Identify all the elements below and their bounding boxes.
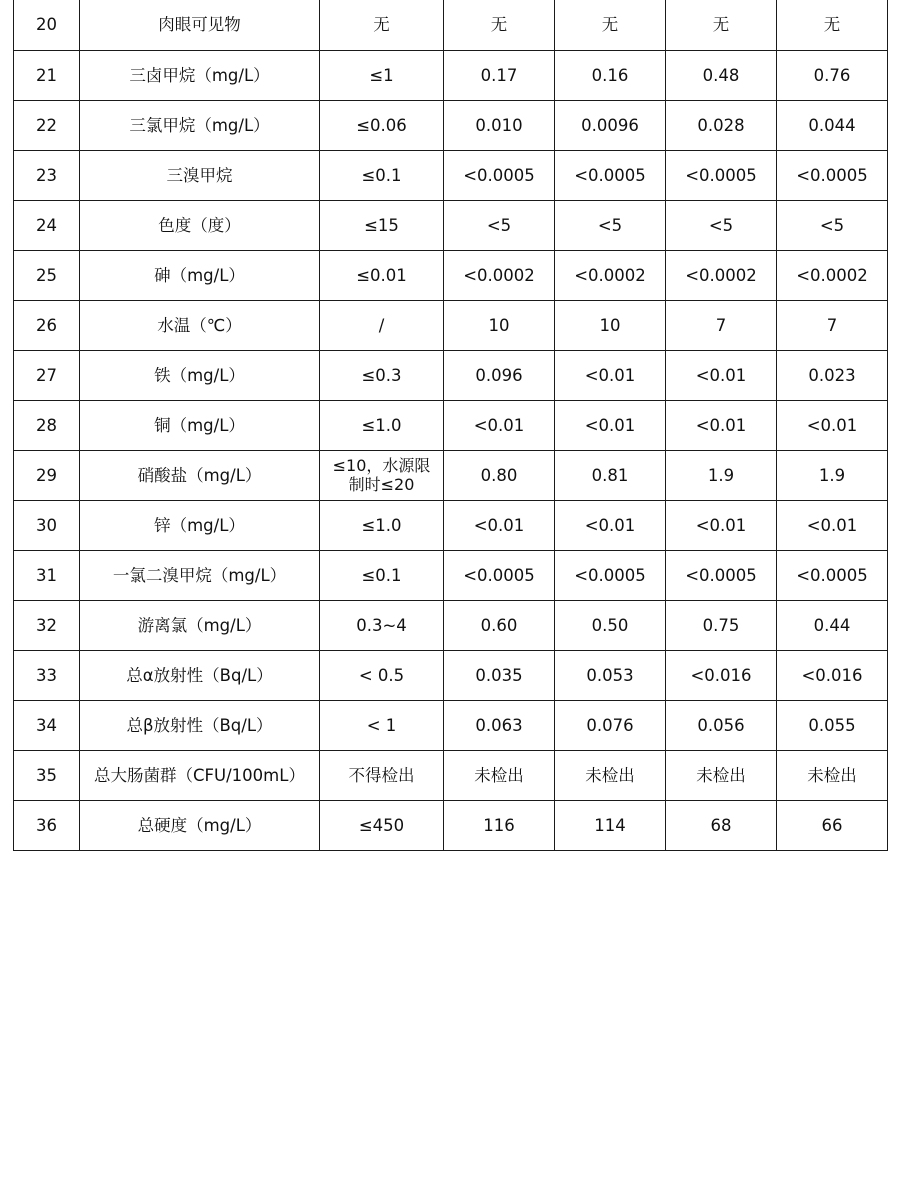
row-number-cell: 27 <box>14 350 80 400</box>
row-number-cell: 28 <box>14 400 80 450</box>
limit-cell: 0.3~4 <box>320 600 444 650</box>
value-cell-4: 0.044 <box>777 100 888 150</box>
value-cell-2: 114 <box>555 800 666 850</box>
value-cell-1: 无 <box>444 0 555 50</box>
value-cell-4: <5 <box>777 200 888 250</box>
value-cell-2: 未检出 <box>555 750 666 800</box>
value-cell-1: 0.60 <box>444 600 555 650</box>
row-number-cell: 23 <box>14 150 80 200</box>
limit-cell <box>320 450 444 500</box>
value-cell-1: <0.01 <box>444 500 555 550</box>
row-number-cell: 31 <box>14 550 80 600</box>
value-cell-1: <5 <box>444 200 555 250</box>
row-number-cell: 36 <box>14 800 80 850</box>
value-cell-2: <0.01 <box>555 500 666 550</box>
limit-cell: ≤450 <box>320 800 444 850</box>
value-cell-4: 0.023 <box>777 350 888 400</box>
value-cell-3: 无 <box>666 0 777 50</box>
value-cell-2: 0.50 <box>555 600 666 650</box>
value-cell-2: 0.0096 <box>555 100 666 150</box>
value-cell-2: <0.01 <box>555 350 666 400</box>
item-name-cell: 总大肠菌群（CFU/100mL） <box>80 750 320 800</box>
value-cell-3: 0.48 <box>666 50 777 100</box>
value-cell-4: <0.01 <box>777 400 888 450</box>
row-number-cell: 22 <box>14 100 80 150</box>
row-number-cell: 21 <box>14 50 80 100</box>
limit-cell: ≤0.3 <box>320 350 444 400</box>
value-cell-4: 未检出 <box>777 750 888 800</box>
value-cell-3: 0.75 <box>666 600 777 650</box>
value-cell-4: 无 <box>777 0 888 50</box>
value-cell-1: 0.80 <box>444 450 555 500</box>
item-name-cell: 硝酸盐（mg/L） <box>80 450 320 500</box>
value-cell-1: 116 <box>444 800 555 850</box>
item-name-cell: 铜（mg/L） <box>80 400 320 450</box>
item-name-cell: 总β放射性（Bq/L） <box>80 700 320 750</box>
item-name-cell: 总α放射性（Bq/L） <box>80 650 320 700</box>
table-row <box>14 650 888 700</box>
value-cell-4: <0.0005 <box>777 550 888 600</box>
limit-cell: 无 <box>320 0 444 50</box>
value-cell-2: 0.053 <box>555 650 666 700</box>
value-cell-3: 未检出 <box>666 750 777 800</box>
table-row <box>14 50 888 100</box>
item-name-cell: 铁（mg/L） <box>80 350 320 400</box>
value-cell-3: 0.028 <box>666 100 777 150</box>
value-cell-3: 0.056 <box>666 700 777 750</box>
value-cell-3: 68 <box>666 800 777 850</box>
item-name-cell: 锌（mg/L） <box>80 500 320 550</box>
item-name-cell: 一氯二溴甲烷（mg/L） <box>80 550 320 600</box>
item-name-cell: 三卤甲烷（mg/L） <box>80 50 320 100</box>
value-cell-4: 0.055 <box>777 700 888 750</box>
table-row <box>14 700 888 750</box>
row-number-cell: 35 <box>14 750 80 800</box>
limit-cell: < 0.5 <box>320 650 444 700</box>
limit-cell: ≤15 <box>320 200 444 250</box>
value-cell-4: 0.76 <box>777 50 888 100</box>
limit-line-2: 制时≤20 <box>348 475 415 494</box>
limit-line-1: ≤10，水源限 <box>332 456 431 475</box>
item-name-cell: 游离氯（mg/L） <box>80 600 320 650</box>
value-cell-1: 10 <box>444 300 555 350</box>
value-cell-2: <0.0005 <box>555 150 666 200</box>
water-quality-table <box>13 0 888 851</box>
value-cell-4: 1.9 <box>777 450 888 500</box>
value-cell-4: <0.0002 <box>777 250 888 300</box>
value-cell-4: 7 <box>777 300 888 350</box>
item-name-cell: 肉眼可见物 <box>80 0 320 50</box>
value-cell-3: <0.016 <box>666 650 777 700</box>
row-number-cell: 32 <box>14 600 80 650</box>
item-name-cell: 总硬度（mg/L） <box>80 800 320 850</box>
limit-cell: ≤0.1 <box>320 150 444 200</box>
limit-cell: ≤0.1 <box>320 550 444 600</box>
water-quality-table-container <box>13 0 887 851</box>
table-body <box>14 0 888 850</box>
item-name-cell: 砷（mg/L） <box>80 250 320 300</box>
value-cell-4: <0.0005 <box>777 150 888 200</box>
value-cell-4: 0.44 <box>777 600 888 650</box>
table-row <box>14 600 888 650</box>
row-number-cell: 34 <box>14 700 80 750</box>
value-cell-3: <0.01 <box>666 500 777 550</box>
limit-cell: / <box>320 300 444 350</box>
value-cell-3: 1.9 <box>666 450 777 500</box>
value-cell-2: <0.0002 <box>555 250 666 300</box>
limit-cell: ≤0.01 <box>320 250 444 300</box>
value-cell-3: <0.0002 <box>666 250 777 300</box>
item-name-cell: 三溴甲烷 <box>80 150 320 200</box>
value-cell-2: <0.01 <box>555 400 666 450</box>
table-row <box>14 250 888 300</box>
table-row <box>14 300 888 350</box>
value-cell-4: <0.01 <box>777 500 888 550</box>
limit-cell: ≤1.0 <box>320 500 444 550</box>
value-cell-1: <0.0005 <box>444 150 555 200</box>
limit-cell: ≤0.06 <box>320 100 444 150</box>
value-cell-2: 0.16 <box>555 50 666 100</box>
value-cell-3: <0.01 <box>666 400 777 450</box>
row-number-cell: 24 <box>14 200 80 250</box>
value-cell-2: 0.076 <box>555 700 666 750</box>
table-row <box>14 100 888 150</box>
value-cell-1: 0.010 <box>444 100 555 150</box>
table-row <box>14 550 888 600</box>
value-cell-2: 10 <box>555 300 666 350</box>
value-cell-1: 0.17 <box>444 50 555 100</box>
table-row <box>14 350 888 400</box>
value-cell-1: 0.035 <box>444 650 555 700</box>
row-number-cell: 26 <box>14 300 80 350</box>
limit-cell: 不得检出 <box>320 750 444 800</box>
limit-cell: ≤1 <box>320 50 444 100</box>
value-cell-1: 0.096 <box>444 350 555 400</box>
value-cell-3: <5 <box>666 200 777 250</box>
value-cell-2: <0.0005 <box>555 550 666 600</box>
value-cell-2: <5 <box>555 200 666 250</box>
row-number-cell: 25 <box>14 250 80 300</box>
row-number-cell: 30 <box>14 500 80 550</box>
limit-cell: ≤1.0 <box>320 400 444 450</box>
row-number-cell: 20 <box>14 0 80 50</box>
table-row <box>14 450 888 500</box>
table-row <box>14 150 888 200</box>
value-cell-1: 0.063 <box>444 700 555 750</box>
table-row <box>14 800 888 850</box>
row-number-cell: 33 <box>14 650 80 700</box>
item-name-cell: 三氯甲烷（mg/L） <box>80 100 320 150</box>
table-row <box>14 500 888 550</box>
table-row <box>14 400 888 450</box>
table-row <box>14 750 888 800</box>
value-cell-1: <0.0002 <box>444 250 555 300</box>
value-cell-3: <0.01 <box>666 350 777 400</box>
row-number-cell: 29 <box>14 450 80 500</box>
value-cell-3: <0.0005 <box>666 150 777 200</box>
value-cell-2: 0.81 <box>555 450 666 500</box>
value-cell-3: 7 <box>666 300 777 350</box>
value-cell-1: <0.01 <box>444 400 555 450</box>
value-cell-1: 未检出 <box>444 750 555 800</box>
value-cell-4: <0.016 <box>777 650 888 700</box>
value-cell-4: 66 <box>777 800 888 850</box>
value-cell-1: <0.0005 <box>444 550 555 600</box>
item-name-cell: 水温（℃） <box>80 300 320 350</box>
limit-cell: < 1 <box>320 700 444 750</box>
value-cell-3: <0.0005 <box>666 550 777 600</box>
value-cell-2: 无 <box>555 0 666 50</box>
table-row <box>14 0 888 50</box>
item-name-cell: 色度（度） <box>80 200 320 250</box>
table-row <box>14 200 888 250</box>
